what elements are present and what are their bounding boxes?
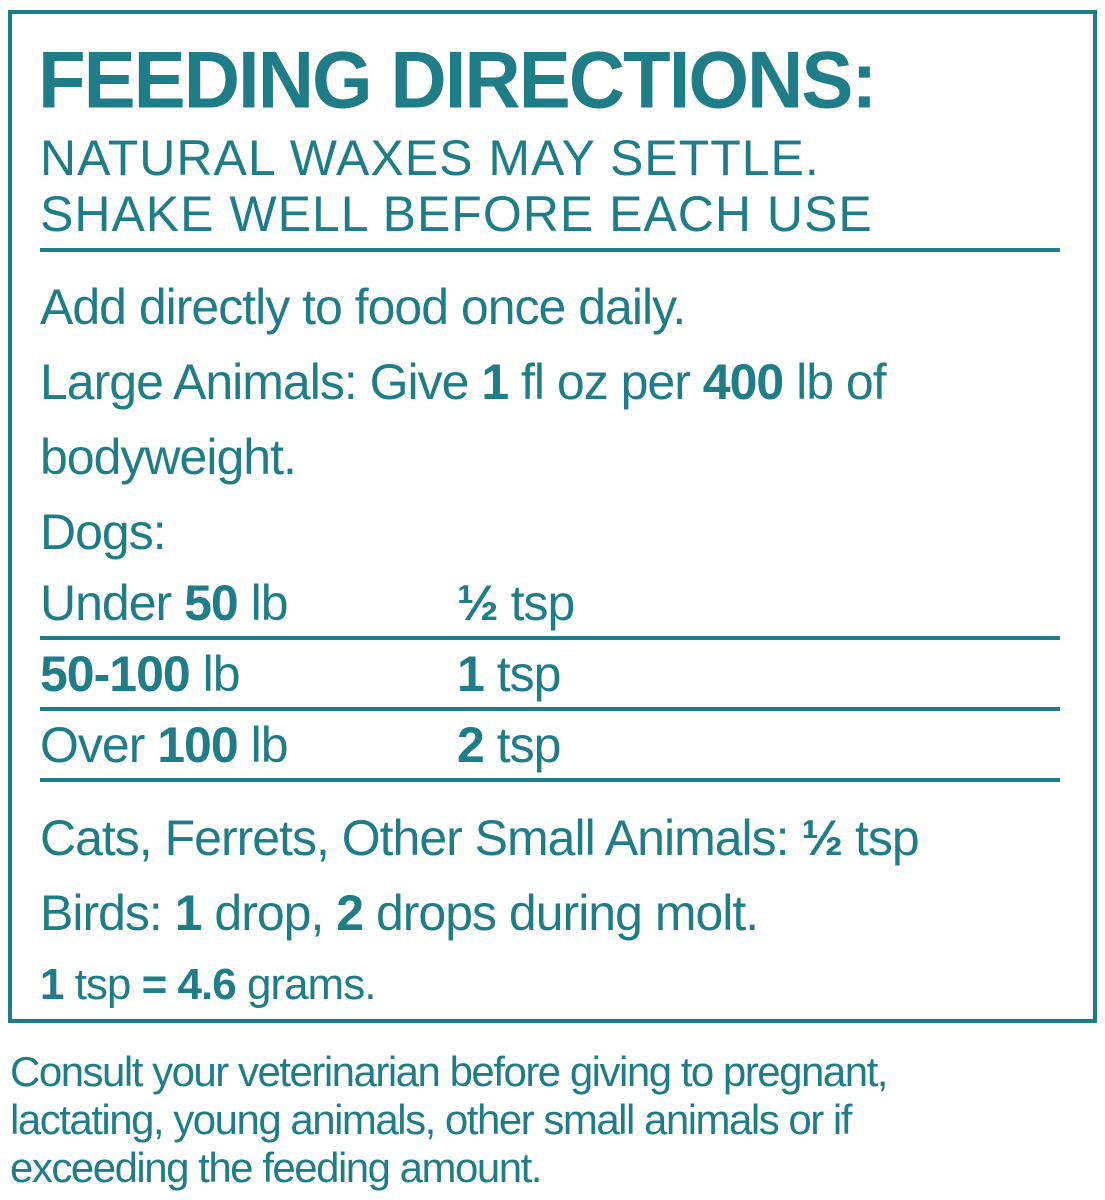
weight-cell: Over 100 lb (40, 716, 288, 773)
warning-line-1: NATURAL WAXES MAY SETTLE. (40, 130, 820, 186)
dog-dose-table (40, 569, 1060, 782)
weight-cell: Under 50 lb (40, 574, 288, 631)
consult-line-2: lactating, young animals, other small animals or if (10, 1096, 851, 1143)
add-daily-line: Add directly to food once daily. (40, 278, 686, 335)
dose-cell: 2 tsp (457, 716, 561, 773)
consult-line-1: Consult your veterinarian before giving to pregnant, (10, 1048, 887, 1095)
vet-consult-note (10, 1048, 1090, 1192)
table-row (40, 569, 1060, 640)
label-content (38, 14, 1062, 1019)
dose-cell: 1 tsp (457, 645, 561, 702)
feeding-directions-title: FEEDING DIRECTIONS: (38, 33, 876, 126)
small-animals-line: Cats, Ferrets, Other Small Animals: ½ tsp (40, 809, 919, 866)
large-animals-line: Large Animals: Give 1 fl oz per 400 lb of (40, 353, 886, 410)
table-row (40, 711, 1060, 782)
birds-line: Birds: 1 drop, 2 drops during molt. (40, 884, 759, 941)
consult-line-3: exceeding the feeding amount. (10, 1144, 541, 1191)
warning-line-2: SHAKE WELL BEFORE EACH USE (40, 186, 873, 242)
divider-rule (40, 248, 1060, 252)
bodyweight-line: bodyweight. (40, 428, 296, 485)
weight-cell: 50-100 lb (40, 645, 240, 702)
table-row (40, 640, 1060, 711)
tsp-grams-conversion-line: 1 tsp = 4.6 grams. (40, 960, 376, 1009)
dose-cell: ½ tsp (457, 574, 575, 631)
dogs-heading: Dogs: (40, 503, 166, 560)
shake-well-warning (40, 130, 873, 242)
label-border-box (8, 10, 1097, 1023)
